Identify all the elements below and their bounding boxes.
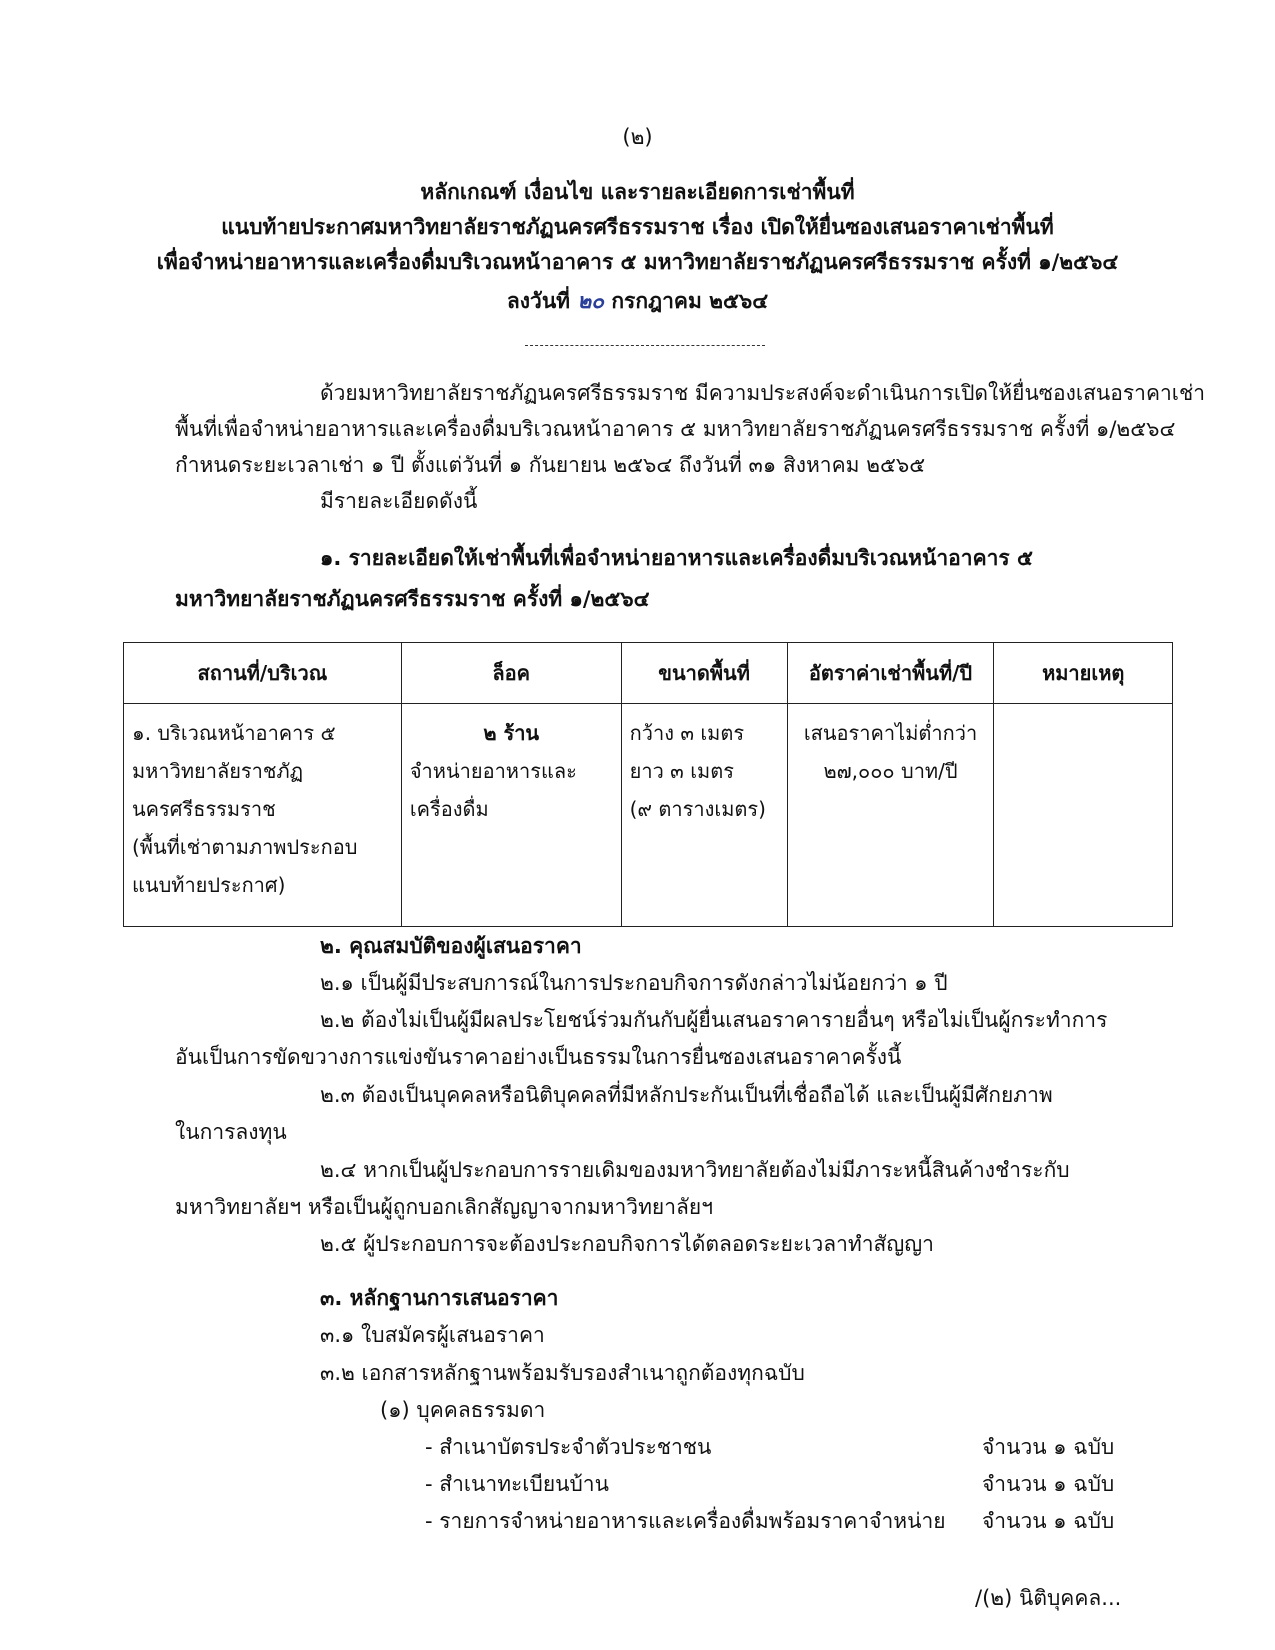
cell-rate <box>787 704 994 927</box>
section-3-heading: ๓. หลักฐานการเสนอราคา <box>320 1286 559 1310</box>
section-2-heading: ๒. คุณสมบัติของผู้เสนอราคา <box>320 934 582 958</box>
section-2-item-3-cont: ในการลงทุน <box>175 1120 287 1144</box>
header-lock: ล็อค <box>401 643 621 704</box>
title-line-2: แนบท้ายประกาศมหาวิทยาลัยราชภัฏนครศรีธรรมราช เรื่อง เปิดให้ยื่นซองเสนอราคาเช่าพื้นที่ <box>221 215 1054 239</box>
section-2-item-4-cont: มหาวิทยาลัยฯ หรือเป็นผู้ถูกบอกเลิกสัญญาจากมหาวิทยาลัยฯ <box>175 1195 713 1219</box>
title-line-1: หลักเกณฑ์ เงื่อนไข และรายละเอียดการเช่าพื้นที่ <box>420 180 855 204</box>
section-1-heading: ๑. รายละเอียดให้เช่าพื้นที่เพื่อจำหน่ายอาหารและเครื่องดื่มบริเวณหน้าอาคาร ๕ <box>320 546 1033 570</box>
header-size: ขนาดพื้นที่ <box>621 643 787 704</box>
table-header-row <box>124 643 1173 704</box>
table-row <box>124 704 1173 927</box>
title-divider <box>525 345 765 346</box>
cell-remark <box>994 704 1173 927</box>
location-line: นครศรีธรรมราช <box>132 797 276 821</box>
cell-lock <box>401 704 621 927</box>
rate-line: ๒๗,๐๐๐ บาท/ปี <box>823 759 958 783</box>
location-line: ๑. บริเวณหน้าอาคาร ๕ <box>132 721 336 745</box>
doc-item-qty: จำนวน ๑ ฉบับ <box>982 1472 1115 1496</box>
size-line: (๙ ตารางเมตร) <box>629 797 766 821</box>
date-prefix: ลงวันที่ <box>506 289 571 313</box>
section-2-item-5: ๒.๕ ผู้ประกอบการจะต้องประกอบกิจการได้ตลอดระยะเวลาทำสัญญา <box>320 1232 934 1256</box>
header-rate: อัตราค่าเช่าพื้นที่/ปี <box>787 643 994 704</box>
cell-size <box>621 704 787 927</box>
date-month-year: กรกฎาคม ๒๕๖๔ <box>611 289 769 313</box>
section-3-item-1: ๓.๑ ใบสมัครผู้เสนอราคา <box>320 1323 545 1347</box>
doc-item-name: - สำเนาบัตรประจำตัวประชาชน <box>425 1435 712 1459</box>
section-2-item-1: ๒.๑ เป็นผู้มีประสบการณ์ในการประกอบกิจการดังกล่าวไม่น้อยกว่า ๑ ปี <box>320 971 948 995</box>
rental-spec-table <box>123 642 1173 927</box>
doc-item-name: - สำเนาทะเบียนบ้าน <box>425 1472 609 1496</box>
title-line-3: เพื่อจำหน่ายอาหารและเครื่องดื่มบริเวณหน้าอาคาร ๕ มหาวิทยาลัยราชภัฏนครศรีธรรมราช ครั้งที่ ๑/๒๕๖๔ <box>156 250 1119 274</box>
section-2-item-2-cont: อันเป็นการขัดขวางการแข่งขันราคาอย่างเป็นธรรมในการยื่นซองเสนอราคาครั้งนี้ <box>175 1045 902 1069</box>
intro-line-1: ด้วยมหาวิทยาลัยราชภัฏนครศรีธรรมราช มีความประสงค์จะดำเนินการเปิดให้ยื่นซองเสนอราคาเช่า <box>320 381 1206 405</box>
date-day-handwritten: ๒๐ <box>577 289 605 313</box>
intro-line-2: พื้นที่เพื่อจำหน่ายอาหารและเครื่องดื่มบริเวณหน้าอาคาร ๕ มหาวิทยาลัยราชภัฏนครศรีธรรมราช ครั้งที่ ๑/๒๕๖๔ <box>175 417 1176 441</box>
doc-item-name: - รายการจำหน่ายอาหารและเครื่องดื่มพร้อมราคาจำหน่าย <box>425 1509 946 1533</box>
cell-location <box>124 704 402 927</box>
section-2-item-4: ๒.๔ หากเป็นผู้ประกอบการรายเดิมของมหาวิทยาลัยต้องไม่มีภาระหนี้สินค้างชำระกับ <box>320 1158 1070 1182</box>
section-1-heading-cont: มหาวิทยาลัยราชภัฏนครศรีธรรมราช ครั้งที่ ๑/๒๕๖๔ <box>175 587 650 611</box>
lock-line: จำหน่ายอาหารและ <box>409 759 577 783</box>
section-3-item-2: ๓.๒ เอกสารหลักฐานพร้อมรับรองสำเนาถูกต้องทุกฉบับ <box>320 1361 805 1385</box>
location-line: แนบท้ายประกาศ) <box>132 873 286 897</box>
header-remark: หมายเหตุ <box>994 643 1173 704</box>
page-number: (๒) <box>622 125 653 149</box>
doc-item-qty: จำนวน ๑ ฉบับ <box>982 1435 1115 1459</box>
continued-footer: /(๒) นิติบุคคล... <box>975 1586 1122 1610</box>
intro-line-3: กำหนดระยะเวลาเช่า ๑ ปี ตั้งแต่วันที่ ๑ กันยายน ๒๕๖๔ ถึงวันที่ ๓๑ สิงหาคม ๒๕๖๕ <box>175 453 926 477</box>
doc-item-qty: จำนวน ๑ ฉบับ <box>982 1509 1115 1533</box>
location-line: (พื้นที่เช่าตามภาพประกอบ <box>132 835 358 859</box>
section-2-item-3: ๒.๓ ต้องเป็นบุคคลหรือนิติบุคคลที่มีหลักประกันเป็นที่เชื่อถือได้ และเป็นผู้มีศักยภาพ <box>320 1083 1053 1107</box>
rate-line: เสนอราคาไม่ต่ำกว่า <box>803 721 978 745</box>
section-2-item-2: ๒.๒ ต้องไม่เป็นผู้มีผลประโยชน์ร่วมกันกับผู้ยื่นเสนอราคารายอื่นๆ หรือไม่เป็นผู้กระทำการ <box>320 1008 1108 1032</box>
section-3-sub-1: (๑) บุคคลธรรมดา <box>380 1398 546 1422</box>
intro-line-4: มีรายละเอียดดังนี้ <box>320 489 478 513</box>
title-date-line <box>0 286 1275 316</box>
size-line: ยาว ๓ เมตร <box>629 759 734 783</box>
lock-count: ๒ ร้าน <box>483 721 540 745</box>
lock-line: เครื่องดื่ม <box>409 797 489 821</box>
location-line: มหาวิทยาลัยราชภัฏ <box>132 759 304 783</box>
header-location: สถานที่/บริเวณ <box>124 643 402 704</box>
size-line: กว้าง ๓ เมตร <box>629 721 745 745</box>
